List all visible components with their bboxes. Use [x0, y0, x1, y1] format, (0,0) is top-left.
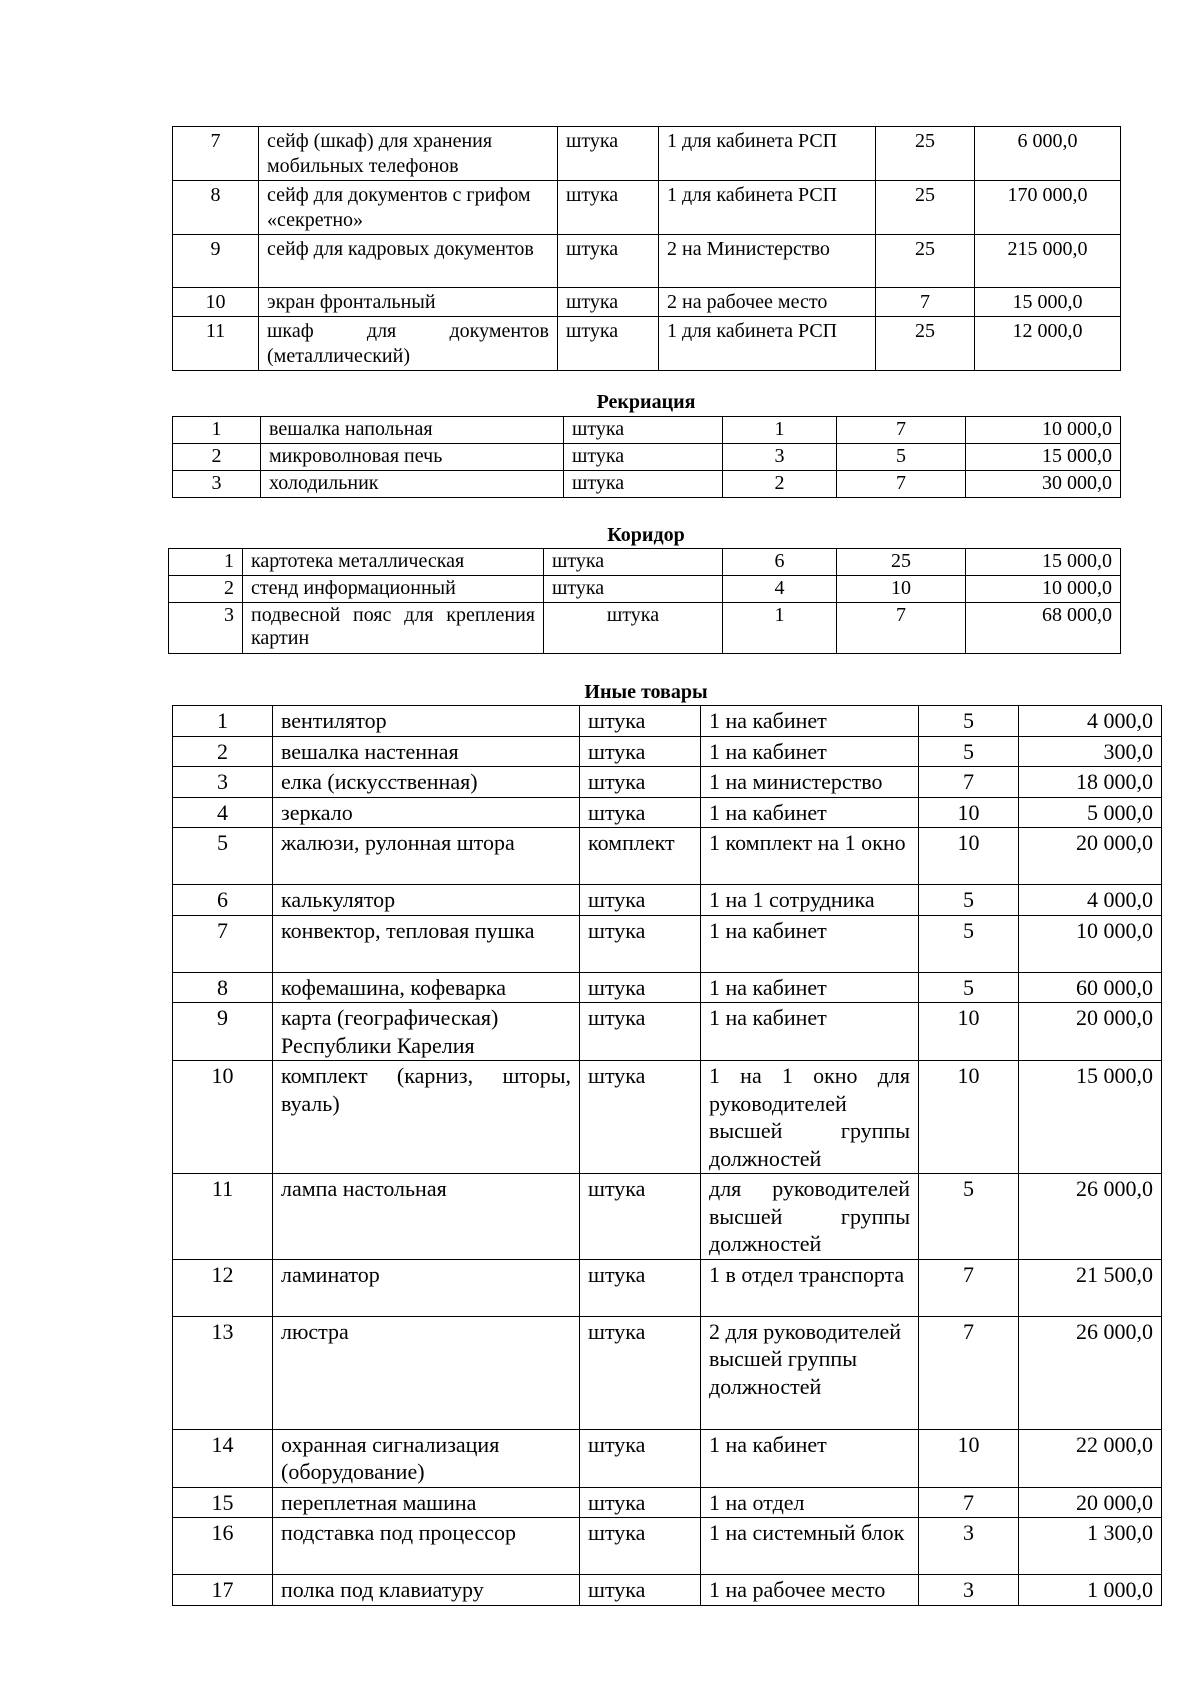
table-other-block	[172, 705, 1161, 1606]
item-quantity: 1 на кабинет	[701, 915, 919, 972]
item-years: 25	[837, 549, 966, 576]
row-number: 7	[173, 127, 259, 181]
table-row	[173, 127, 1121, 181]
table-row	[169, 576, 1121, 603]
item-unit: штука	[580, 885, 701, 916]
item-price: 1 300,0	[1019, 1518, 1162, 1575]
item-years: 7	[837, 417, 966, 444]
item-years: 3	[919, 1575, 1019, 1606]
item-quantity: 1 на рабочее место	[701, 1575, 919, 1606]
item-quantity: 1 для кабинета РСП	[659, 181, 876, 235]
item-price: 4 000,0	[1019, 706, 1162, 737]
item-years: 5	[919, 885, 1019, 916]
item-unit: штука	[580, 1174, 701, 1260]
item-unit: штука	[580, 1259, 701, 1316]
item-name: холодильник	[261, 471, 564, 498]
item-quantity: 3	[723, 444, 837, 471]
item-unit: штука	[580, 1003, 701, 1061]
table-row	[173, 1259, 1162, 1316]
item-price: 15 000,0	[966, 549, 1121, 576]
table-row	[173, 1316, 1162, 1429]
item-years: 7	[919, 1259, 1019, 1316]
row-number: 1	[169, 549, 243, 576]
item-quantity: 1 на кабинет	[701, 1429, 919, 1487]
item-years: 10	[919, 828, 1019, 885]
table-row	[173, 1487, 1162, 1518]
item-quantity: для руководителей высшей группы должностей	[701, 1174, 919, 1260]
item-price: 60 000,0	[1019, 972, 1162, 1003]
row-number: 9	[173, 1003, 273, 1061]
row-number: 8	[173, 181, 259, 235]
table-row	[173, 797, 1162, 828]
item-unit: штука	[544, 576, 723, 603]
item-price: 12 000,0	[975, 317, 1121, 371]
item-unit: штука	[580, 1429, 701, 1487]
item-price: 15 000,0	[975, 288, 1121, 317]
item-name: люстра	[273, 1316, 580, 1429]
item-years: 25	[876, 181, 975, 235]
item-quantity: 1	[723, 417, 837, 444]
item-unit: штука	[558, 181, 659, 235]
row-number: 4	[173, 797, 273, 828]
item-price: 15 000,0	[1019, 1061, 1162, 1174]
item-price: 20 000,0	[1019, 1003, 1162, 1061]
item-quantity: 2 для руководителей высшей группы должностей	[701, 1316, 919, 1429]
item-years: 25	[876, 127, 975, 181]
item-price: 6 000,0	[975, 127, 1121, 181]
row-number: 2	[169, 576, 243, 603]
item-quantity: 1 на кабинет	[701, 1003, 919, 1061]
item-name: вешалка напольная	[261, 417, 564, 444]
table-row	[173, 972, 1162, 1003]
row-number: 15	[173, 1487, 273, 1518]
item-quantity: 2 на рабочее место	[659, 288, 876, 317]
item-name: сейф для кадровых документов	[259, 235, 558, 288]
item-quantity: 1 для кабинета РСП	[659, 317, 876, 371]
table-row	[169, 549, 1121, 576]
table-row	[173, 885, 1162, 916]
item-price: 20 000,0	[1019, 1487, 1162, 1518]
table-other-body	[173, 706, 1162, 1606]
item-quantity: 2	[723, 471, 837, 498]
item-name: кофемашина, кофеварка	[273, 972, 580, 1003]
table-row	[173, 1518, 1162, 1575]
item-name: подвесной пояс для крепления картин	[243, 603, 544, 654]
item-unit: штука	[580, 1575, 701, 1606]
item-unit: штука	[544, 549, 723, 576]
item-price: 10 000,0	[1019, 915, 1162, 972]
item-name: елка (искусственная)	[273, 767, 580, 798]
item-years: 5	[919, 972, 1019, 1003]
item-years: 10	[919, 1429, 1019, 1487]
item-years: 3	[919, 1518, 1019, 1575]
item-unit: штука	[580, 736, 701, 767]
row-number: 1	[173, 417, 261, 444]
item-years: 10	[919, 1003, 1019, 1061]
row-number: 12	[173, 1259, 273, 1316]
row-number: 10	[173, 1061, 273, 1174]
table-row	[173, 1174, 1162, 1260]
item-price: 170 000,0	[975, 181, 1121, 235]
table-row	[173, 288, 1121, 317]
item-years: 10	[837, 576, 966, 603]
item-name: карта (географическая) Республики Карелия	[273, 1003, 580, 1061]
item-price: 68 000,0	[966, 603, 1121, 654]
row-number: 16	[173, 1518, 273, 1575]
row-number: 7	[173, 915, 273, 972]
item-unit: штука	[558, 235, 659, 288]
item-unit: штука	[564, 417, 723, 444]
table-corridor	[168, 548, 1121, 654]
item-name: сейф (шкаф) для хранения мобильных телефонов	[259, 127, 558, 181]
item-quantity: 1 в отдел транспорта	[701, 1259, 919, 1316]
item-name: картотека металлическая	[243, 549, 544, 576]
item-years: 7	[919, 1316, 1019, 1429]
item-name: полка под клавиатуру	[273, 1575, 580, 1606]
item-unit: штука	[564, 471, 723, 498]
item-quantity: 1 на кабинет	[701, 972, 919, 1003]
table-recreation	[172, 416, 1121, 498]
table-row	[173, 235, 1121, 288]
item-quantity: 2 на Министерство	[659, 235, 876, 288]
item-name: зеркало	[273, 797, 580, 828]
row-number: 6	[173, 885, 273, 916]
item-quantity: 1 на кабинет	[701, 706, 919, 737]
row-number: 17	[173, 1575, 273, 1606]
item-years: 7	[919, 1487, 1019, 1518]
item-quantity: 1 на 1 окно для руководителей высшей группы должностей	[701, 1061, 919, 1174]
item-name: вешалка настенная	[273, 736, 580, 767]
item-name: микроволновая печь	[261, 444, 564, 471]
item-years: 10	[919, 797, 1019, 828]
item-price: 5 000,0	[1019, 797, 1162, 828]
row-number: 10	[173, 288, 259, 317]
item-price: 26 000,0	[1019, 1174, 1162, 1260]
item-quantity: 1 на отдел	[701, 1487, 919, 1518]
item-quantity: 1 комплект на 1 окно	[701, 828, 919, 885]
section-title-recreation: Рекриация	[596, 391, 696, 413]
item-price: 215 000,0	[975, 235, 1121, 288]
item-unit: штука	[544, 603, 723, 654]
item-price: 10 000,0	[966, 576, 1121, 603]
item-years: 5	[919, 706, 1019, 737]
item-quantity: 1 на системный блок	[701, 1518, 919, 1575]
item-price: 20 000,0	[1019, 828, 1162, 885]
row-number: 3	[169, 603, 243, 654]
item-years: 5	[919, 736, 1019, 767]
row-number: 11	[173, 317, 259, 371]
item-years: 5	[837, 444, 966, 471]
table-other	[172, 705, 1162, 1606]
item-price: 4 000,0	[1019, 885, 1162, 916]
item-quantity: 1	[723, 603, 837, 654]
table-row	[173, 915, 1162, 972]
item-name: жалюзи, рулонная штора	[273, 828, 580, 885]
table-top-block	[172, 126, 1120, 371]
item-quantity: 1 на кабинет	[701, 797, 919, 828]
item-unit: комплект	[580, 828, 701, 885]
table-row	[173, 181, 1121, 235]
item-name: лампа настольная	[273, 1174, 580, 1260]
table-row	[173, 828, 1162, 885]
item-price: 21 500,0	[1019, 1259, 1162, 1316]
section-title-corridor: Коридор	[607, 524, 685, 546]
table-top	[172, 126, 1121, 371]
item-name: сейф для документов с грифом «секретно»	[259, 181, 558, 235]
item-unit: штука	[580, 1518, 701, 1575]
table-row	[173, 1061, 1162, 1174]
table-row	[173, 767, 1162, 798]
row-number: 2	[173, 736, 273, 767]
item-name: охранная сигнализация (оборудование)	[273, 1429, 580, 1487]
row-number: 13	[173, 1316, 273, 1429]
table-row	[173, 736, 1162, 767]
item-years: 7	[876, 288, 975, 317]
item-price: 15 000,0	[966, 444, 1121, 471]
item-name: калькулятор	[273, 885, 580, 916]
table-row	[173, 471, 1121, 498]
item-years: 5	[919, 915, 1019, 972]
item-unit: штука	[564, 444, 723, 471]
item-name: ламинатор	[273, 1259, 580, 1316]
row-number: 8	[173, 972, 273, 1003]
table-recreation-block	[172, 416, 1120, 498]
item-quantity: 1 на 1 сотрудника	[701, 885, 919, 916]
row-number: 14	[173, 1429, 273, 1487]
item-quantity: 6	[723, 549, 837, 576]
item-name: шкаф для документов (металлический)	[259, 317, 558, 371]
item-years: 25	[876, 317, 975, 371]
item-unit: штука	[580, 797, 701, 828]
item-name: комплект (карниз, шторы, вуаль)	[273, 1061, 580, 1174]
item-unit: штука	[558, 317, 659, 371]
item-unit: штука	[580, 915, 701, 972]
item-years: 10	[919, 1061, 1019, 1174]
item-price: 18 000,0	[1019, 767, 1162, 798]
item-quantity: 1 на кабинет	[701, 736, 919, 767]
row-number: 3	[173, 471, 261, 498]
item-quantity: 1 на министерство	[701, 767, 919, 798]
row-number: 1	[173, 706, 273, 737]
item-unit: штука	[580, 1061, 701, 1174]
item-price: 30 000,0	[966, 471, 1121, 498]
table-row	[173, 1429, 1162, 1487]
item-price: 10 000,0	[966, 417, 1121, 444]
table-row	[173, 317, 1121, 371]
table-row	[173, 1575, 1162, 1606]
item-unit: штука	[580, 1487, 701, 1518]
item-unit: штука	[558, 288, 659, 317]
item-name: стенд информационный	[243, 576, 544, 603]
table-row	[173, 1003, 1162, 1061]
table-row	[173, 706, 1162, 737]
row-number: 2	[173, 444, 261, 471]
table-row	[173, 417, 1121, 444]
section-title-other: Иные товары	[584, 681, 708, 703]
item-unit: штука	[580, 706, 701, 737]
table-corridor-block	[168, 548, 1120, 654]
item-years: 7	[837, 471, 966, 498]
item-price: 26 000,0	[1019, 1316, 1162, 1429]
row-number: 9	[173, 235, 259, 288]
row-number: 11	[173, 1174, 273, 1260]
item-unit: штука	[580, 972, 701, 1003]
item-name: экран фронтальный	[259, 288, 558, 317]
item-unit: штука	[580, 1316, 701, 1429]
item-name: подставка под процессор	[273, 1518, 580, 1575]
item-quantity: 1 для кабинета РСП	[659, 127, 876, 181]
item-years: 7	[837, 603, 966, 654]
item-years: 5	[919, 1174, 1019, 1260]
item-price: 300,0	[1019, 736, 1162, 767]
table-row	[173, 444, 1121, 471]
table-row	[169, 603, 1121, 654]
item-quantity: 4	[723, 576, 837, 603]
row-number: 5	[173, 828, 273, 885]
item-price: 22 000,0	[1019, 1429, 1162, 1487]
item-name: конвектор, тепловая пушка	[273, 915, 580, 972]
item-price: 1 000,0	[1019, 1575, 1162, 1606]
row-number: 3	[173, 767, 273, 798]
item-unit: штука	[558, 127, 659, 181]
item-years: 7	[919, 767, 1019, 798]
item-name: вентилятор	[273, 706, 580, 737]
item-years: 25	[876, 235, 975, 288]
item-name: переплетная машина	[273, 1487, 580, 1518]
item-unit: штука	[580, 767, 701, 798]
